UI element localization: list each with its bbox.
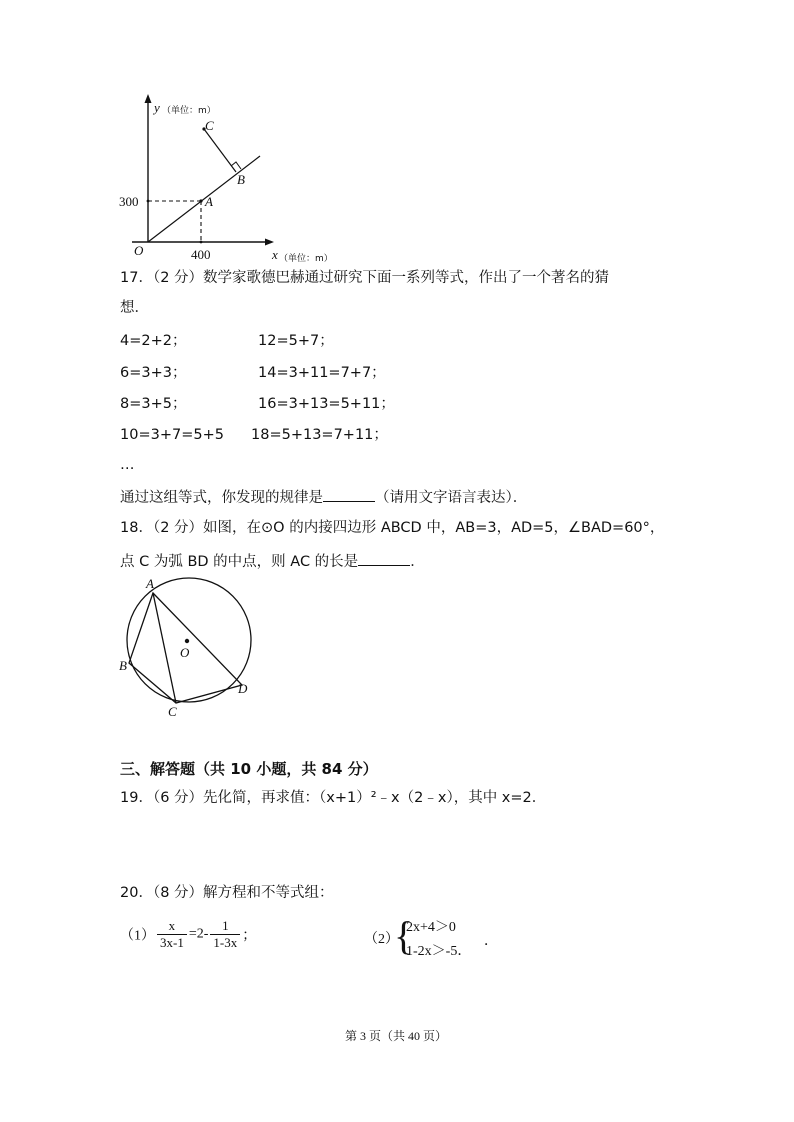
q17-ellipsis: … [120,457,135,473]
q18-line1: 18．（2 分）如图，在⊙O 的内接四边形 ABCD 中，AB=3，AD=5，∠BAD=60°， [120,520,665,536]
q17-eq-left-4: 10=3+7=5+5 [120,427,224,443]
q18-answer-blank[interactable] [358,550,410,566]
tick-400-dot [200,241,203,244]
circle-point-a: A [146,576,154,591]
q17-prompt-line2: 想． [120,300,149,316]
fraction-denominator: 3x-1 [160,935,184,950]
point-c-label: C [205,118,214,133]
q18-line2-after: ． [410,554,425,570]
q19-text: 19．（6 分）先化简，再求值：（x+1）²﹣x（2﹣x），其中 x=2． [120,790,547,806]
circle-point-c: C [168,704,177,719]
q17-conclusion [120,486,527,508]
fraction-numerator: x [157,918,187,935]
q17-eq-right-2: 14=3+11=7+7； [258,365,386,381]
circle-figure [110,575,270,725]
x-axis-label: x [272,247,278,262]
q17-eq-left-2: 6=3+3； [120,365,187,381]
q20-part2-line1: 2x+4＞0 [406,920,456,935]
page-footer: 第 3 页（共 40 页） [345,1029,448,1043]
q17-conclusion-after: （请用文字语言表达）． [375,490,528,506]
x-tick-400: 400 [191,247,211,262]
q18-line2 [120,550,425,572]
q17-answer-blank[interactable] [323,486,375,502]
fraction-numerator-2: 1 [210,918,240,935]
q17-eq-right-3: 16=3+13=5+11； [258,396,395,412]
y-axis-arrow [145,94,152,103]
q20-part2-line2: 1-2x＞-5． [406,944,472,959]
q17-eq-right-1: 12=5+7； [258,333,334,349]
q20-text: 20．（8 分）解方程和不等式组： [120,885,334,901]
circle-o [127,578,251,702]
q18-line2-before: 点 C 为弧 BD 的中点，则 AC 的长是 [120,554,359,570]
fraction-x-over-3x-1 [157,918,187,951]
q20-part2-label: （2） [364,932,399,947]
q20-part2-end: ． [484,934,498,949]
section-3-title: 三、解答题（共 10 小题，共 84 分） [120,760,378,778]
fraction-denominator-2: 1-3x [213,935,238,950]
y-axis-label: y [154,100,160,115]
q17-conclusion-before: 通过这组等式，你发现的规律是 [120,490,323,506]
x-axis-unit: （单位：m） [279,254,333,264]
x-axis-arrow [265,239,274,246]
coordinate-figure [110,92,340,264]
y-tick-300: 300 [119,194,139,209]
q20-part1-label: （1） [120,928,155,944]
tick-300-dot [147,200,150,203]
q20-part1 [120,918,256,951]
q17-eq-left-1: 4=2+2； [120,333,187,349]
left-brace-icon: { [394,913,414,958]
q20-part1-mid: =2- [188,926,209,942]
point-b-label: B [237,172,245,187]
q17-eq-right-4: 18=5+13=7+11； [251,427,388,443]
point-a-dot [199,199,202,202]
q17-prompt-line1: 17．（2 分）数学家歌德巴赫通过研究下面一系列等式，作出了一个著名的猜 [120,270,610,286]
point-a-label: A [205,194,213,209]
q17-eq-left-3: 8=3+5； [120,396,187,412]
y-axis-unit: （单位：m） [162,106,216,116]
origin-label: O [134,243,144,258]
circle-point-b: B [119,658,127,673]
line-oab [148,156,260,242]
q20-part1-end: ； [242,928,257,944]
circle-center-o: O [180,645,190,660]
fraction-1-over-1-3x [210,918,240,951]
center-o-dot [185,639,189,643]
circle-point-d: D [238,681,248,696]
